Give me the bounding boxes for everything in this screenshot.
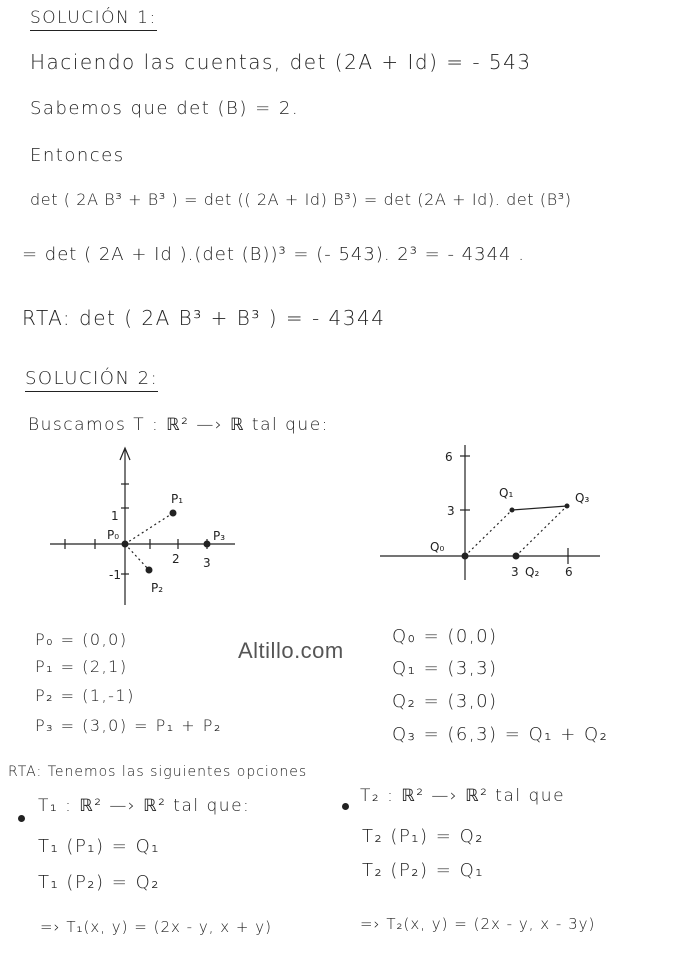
solucion-1-line-3: Entonces: [30, 145, 125, 166]
t1-condition-1: T₁ (P₁) = Q₁: [38, 836, 160, 857]
point-def-p1: P₁ = (2,1): [35, 657, 128, 676]
label-q1: Q₁: [499, 486, 514, 500]
point-def-q1: Q₁ = (3,3): [392, 658, 498, 679]
label-p2: P₂: [151, 581, 164, 595]
t2-condition-2: T₂ (P₂) = Q₁: [362, 860, 484, 881]
watermark: Altillo.com: [238, 638, 344, 663]
solucion-1-answer: RTA: det ( 2A B³ + B³ ) = - 4344: [22, 306, 386, 330]
graph-left: [45, 440, 245, 610]
t1-result: =› T₁(x, y) = (2x - y, x + y): [40, 918, 272, 936]
solucion-1-line-4: det ( 2A B³ + B³ ) = det (( 2A + Id) B³) = det (2A + Id). det (B³): [30, 190, 572, 209]
label-p0: P₀: [107, 528, 120, 542]
t2-condition-1: T₂ (P₁) = Q₂: [362, 826, 484, 847]
tick-y-3: 3: [447, 504, 455, 518]
tick-y-6: 6: [445, 450, 453, 464]
solucion-1-title: SOLUCIÓN 1:: [30, 8, 157, 31]
point-p1: [170, 510, 177, 517]
tick-x-2: 2: [172, 552, 180, 566]
point-def-q0: Q₀ = (0,0): [392, 626, 498, 647]
point-p3: [204, 541, 211, 548]
solucion-1-line-2: Sabemos que det (B) = 2.: [30, 98, 300, 119]
point-def-q2: Q₂ = (3,0): [392, 691, 498, 712]
t1-heading: T₁ : ℝ² —› ℝ² tal que:: [38, 796, 251, 816]
solucion-1-line-5: = det ( 2A + Id ).(det (B))³ = (- 543). 2³ = - 4344 .: [22, 244, 525, 265]
point-def-p0: P₀ = (0,0): [35, 630, 128, 649]
tick-y-neg1: -1: [109, 568, 121, 582]
label-q3: Q₃: [575, 491, 590, 505]
tick-x-6: 6: [565, 565, 573, 579]
point-q1: [510, 508, 515, 513]
bullet-t1: [18, 815, 25, 822]
point-def-q3: Q₃ = (6,3) = Q₁ + Q₂: [392, 724, 609, 745]
point-p0: [122, 541, 129, 548]
point-def-p3: P₃ = (3,0) = P₁ + P₂: [35, 716, 222, 735]
tick-y-1: 1: [111, 509, 119, 523]
label-p3: P₃: [213, 529, 226, 543]
t2-result: =› T₂(x, y) = (2x - y, x - 3y): [360, 915, 596, 933]
label-q0: Q₀: [430, 540, 445, 554]
point-p2: [146, 567, 153, 574]
point-q0: [462, 553, 469, 560]
point-q3: [565, 504, 570, 509]
tick-x-3: 3: [203, 556, 211, 570]
t1-condition-2: T₁ (P₂) = Q₂: [38, 872, 160, 893]
point-q2: [513, 553, 520, 560]
point-def-p2: P₂ = (1,-1): [35, 686, 135, 705]
label-q2: Q₂: [525, 565, 540, 579]
tick-x-3: 3: [511, 565, 519, 579]
t2-heading: T₂ : ℝ² —› ℝ² tal que: [360, 786, 566, 806]
solucion-2-line-1: Buscamos T : ℝ² —› ℝ tal que:: [28, 415, 329, 435]
graph-right: [375, 440, 610, 585]
solucion-2-answer-intro: RTA: Tenemos las siguientes opciones: [8, 764, 308, 780]
label-p1: P₁: [171, 492, 184, 506]
solucion-1-line-1: Haciendo las cuentas, det (2A + Id) = - 543: [30, 50, 532, 74]
bullet-t2: [342, 803, 349, 810]
solucion-2-title: SOLUCIÓN 2:: [25, 368, 158, 392]
